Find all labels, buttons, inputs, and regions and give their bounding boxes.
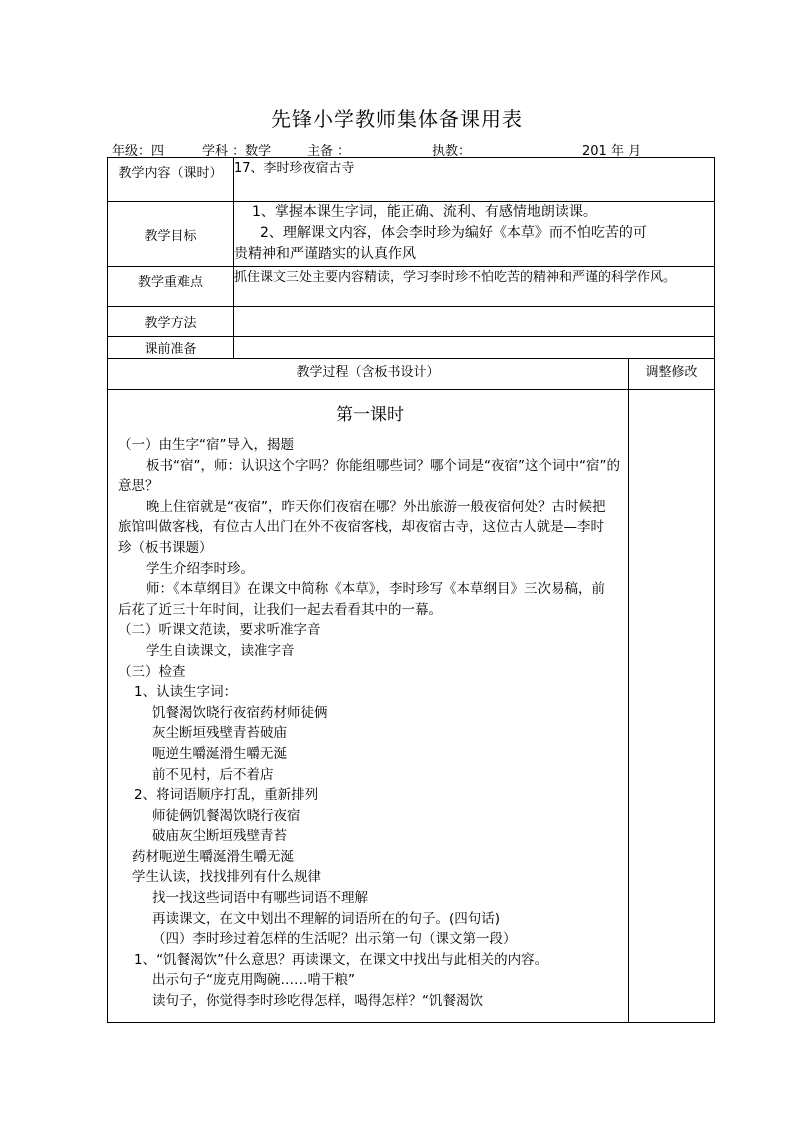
adjust-body: [629, 390, 715, 1023]
key-label: 教学重难点: [108, 267, 234, 307]
process-line: 读句子，你觉得李时珍吃得怎样，喝得怎样？“饥餐渴饮: [152, 993, 483, 1010]
process-line: 呃逆生嚼涎滑生嚼无涎: [152, 745, 287, 762]
prep-value: [234, 337, 715, 359]
content-label: 教学内容（课时）: [108, 158, 234, 202]
row-content: [108, 158, 715, 202]
process-line: 破庙灰尘断垣残壁青苔: [152, 828, 287, 845]
process-line: 意思？: [118, 478, 159, 495]
prep-label: 课前准备: [108, 337, 234, 359]
adjust-header: 调整修改: [629, 359, 715, 390]
process-line: （二）听课文范读，要求听准字音: [118, 622, 321, 639]
teacher-field: 执教：: [432, 144, 472, 159]
process-body: [108, 390, 629, 1023]
process-line: 前不见村，后不着店: [152, 766, 274, 783]
process-line: 板书“宿”，师：认识这个字吗？你能组哪些词？哪个词是“夜宿”这个词中“宿”的: [146, 457, 620, 474]
lesson-plan-table: [107, 157, 715, 1023]
goal-line: 贵精神和严谨踏实的认真作风: [234, 246, 416, 262]
process-line: 师徒俩饥餐渴饮晓行夜宿: [152, 807, 301, 824]
row-process-header: [108, 359, 715, 390]
process-line: 灰尘断垣残壁青苔破庙: [152, 725, 287, 742]
row-key: [108, 267, 715, 307]
process-line: 1、“饥餐渴饮”什么意思？再读课文，在课文中找出与此相关的内容。: [134, 951, 549, 968]
preparer-field: 主备 ：: [307, 144, 351, 159]
subject-field: 学科 ：数学: [202, 144, 272, 159]
process-line: 旅馆叫做客栈，有位古人出门在外不夜宿客栈，却夜宿古寺，这位古人就是—李时: [118, 519, 604, 536]
process-line: 师：《本草纲目》在课文中简称《本草》，李时珍写《本草纲目》三次易稿，前: [146, 581, 605, 598]
process-line: 学生自读课文，读准字音: [146, 642, 295, 659]
process-line: （三）检查: [118, 663, 186, 680]
goal-value: [234, 202, 715, 267]
goal-label: 教学目标: [108, 202, 234, 267]
process-line: 学生认读，找找排列有什么规律: [132, 869, 321, 886]
date-field: 201 年 月: [582, 144, 642, 159]
goal-line: 2、理解课文内容，体会李时珍为编好《本草》而不怕吃苦的可: [260, 225, 647, 241]
process-text: [118, 435, 622, 1012]
process-line: 出示句子“庞克用陶碗……啃干粮”: [152, 972, 355, 989]
info-line: [112, 140, 712, 158]
process-header: 教学过程（含板书设计）: [108, 359, 629, 390]
row-prep: [108, 337, 715, 359]
process-line: 1、认读生字词：: [134, 684, 238, 701]
row-process-body: [108, 390, 715, 1023]
process-line: 药材呃逆生嚼涎滑生嚼无涎: [132, 848, 294, 865]
process-line: 珍（板书课题）: [118, 539, 213, 556]
process-line: （一）由生字“宿”导入，揭题: [118, 437, 294, 453]
process-line: 找一找这些词语中有哪些词语不理解: [152, 890, 368, 907]
lesson-title: 第一课时: [336, 405, 404, 425]
process-line: 学生介绍李时珍。: [146, 560, 254, 577]
process-line: 再读课文，在文中划出不理解的词语所在的句子。(四句话): [152, 910, 501, 927]
process-line: （四）李时珍过着怎样的生活呢？出示第一句（课文第一段）: [152, 931, 517, 948]
process-line: 后花了近三十年时间，让我们一起去看看其中的一幕。: [118, 601, 442, 618]
process-line: 饥餐渴饮晓行夜宿药材师徒俩: [152, 704, 328, 721]
goal-line: 1、掌握本课生字词，能正确、流利、有感情地朗读课。: [252, 204, 597, 220]
process-line: 2、将词语顺序打乱，重新排列: [134, 787, 319, 804]
key-value: 抓住课文三处主要内容精读，学习李时珍不怕吃苦的精神和严谨的科学作风。: [234, 267, 715, 307]
method-value: [234, 307, 715, 337]
row-goal: [108, 202, 715, 267]
row-method: [108, 307, 715, 337]
method-label: 教学方法: [108, 307, 234, 337]
process-line: 晚上住宿就是“夜宿”，昨天你们夜宿在哪？外出旅游一般夜宿何处？古时候把: [146, 498, 606, 515]
grade-field: 年级：四: [112, 144, 165, 159]
content-value: 17、李时珍夜宿古寺: [234, 158, 715, 202]
document-title: 先锋小学教师集体备课用表: [271, 107, 523, 131]
